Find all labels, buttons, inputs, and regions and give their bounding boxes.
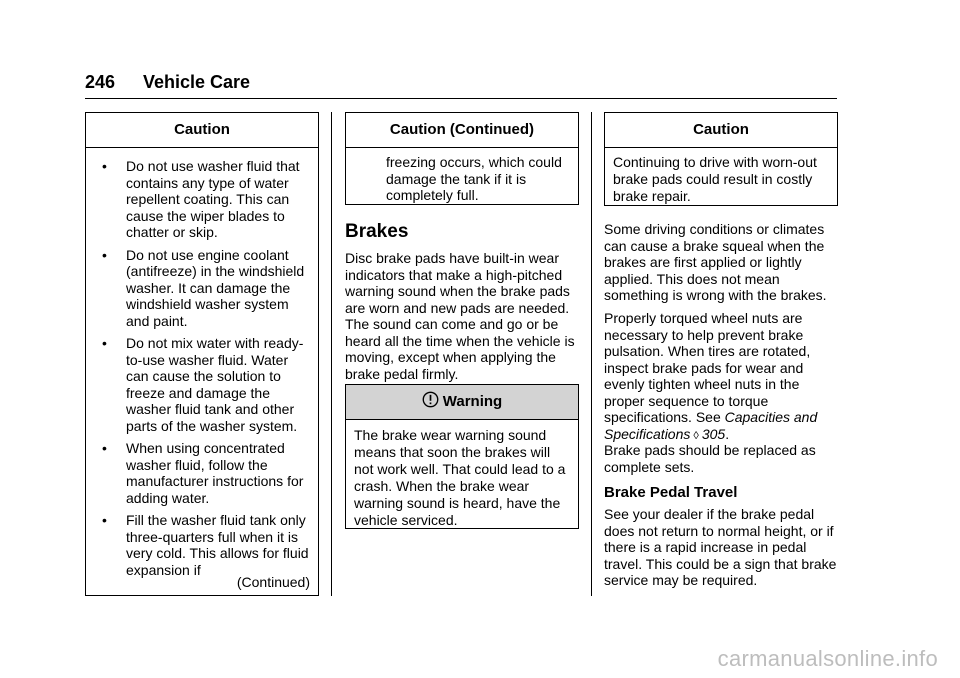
bullet-dot: • (102, 158, 107, 174)
bullet-dot: • (102, 440, 107, 456)
wheel-nuts-paragraph (604, 310, 840, 444)
brakes-paragraph: Disc brake pads have built-in wear indicators that make a high-pitched warning sound when the brake pads are worn and new pads are needed. The sound can come and go or be heard all the time when the vehicle is moving, except when applying the brake pedal firmly. (345, 250, 575, 382)
wheel-nuts-end: . (725, 425, 730, 442)
replace-sets-paragraph: Brake pads should be replaced as complete sets. (604, 442, 816, 475)
continued-label: (Continued) (236, 574, 310, 590)
bullet-text: Do not use engine coolant (antifreeze) in the windshield washer. It can damage the windshield washer system and paint. (126, 246, 305, 329)
column-divider-2 (591, 112, 592, 596)
brake-pedal-heading: Brake Pedal Travel (604, 484, 738, 501)
caution-box-continued (345, 112, 579, 205)
caution-continued-title: Caution (Continued) (346, 113, 578, 148)
warning-title: Warning (442, 393, 503, 410)
warning-text: The brake wear warning sound means that soon the brakes will not work well. That could lead to a crash. When the brake wear warning sound is heard, have the vehicle serviced. (354, 427, 566, 528)
capacities-link[interactable]: Capacities and Specifications (604, 409, 818, 442)
warning-box (345, 384, 579, 529)
caution-bullet (86, 440, 310, 506)
warning-icon (422, 391, 439, 408)
caution-title: Caution (86, 113, 318, 148)
warning-title-bar (346, 385, 578, 420)
page-number: 246 (85, 72, 116, 92)
caution-brake-text: Continuing to drive with worn-out brake pads could result in costly brake repair. (613, 154, 817, 204)
watermark: carmanualsonline.info (717, 646, 938, 671)
bullet-dot: • (102, 246, 107, 263)
caution-bullet (86, 247, 310, 330)
caution-bullet (86, 512, 310, 578)
bullet-text: Do not mix water with ready-to-use washer fluid. Water can cause the solution to freeze and damage the washer fluid tank and other parts of the washer system. (126, 335, 304, 434)
section-title: Vehicle Care (143, 72, 251, 92)
caution-box-washer (85, 112, 319, 596)
page-ref-number[interactable]: 305 (701, 425, 726, 442)
brakes-heading: Brakes (345, 221, 409, 242)
page-header (85, 70, 837, 99)
bullet-text: Do not use washer fluid that contains any type of water repellent coating. This can cause the wiper blades to chatter or skip. (126, 158, 300, 240)
caution-brake-title: Caution (605, 113, 837, 148)
caution-continued-text: freezing occurs, which could damage the tank if it is completely full. (386, 154, 562, 203)
brake-pedal-paragraph: See your dealer if the brake pedal does not return to normal height, or if there is a rapid increase in pedal travel. This could be a sign that brake service may be required. (604, 506, 837, 588)
bullet-text: Fill the washer fluid tank only three-quarters full when it is very cold. This allows for fluid expansion if (126, 512, 309, 578)
column-divider-1 (331, 112, 332, 596)
caution-box-brake-pads (604, 112, 838, 206)
wheel-nuts-text: Properly torqued wheel nuts are necessary to help prevent brake pulsation. When tires are rotated, inspect brake pads for wear and evenly tighten wheel nuts in the proper sequence to torque specifications. See (604, 310, 811, 425)
caution-bullet (86, 335, 310, 434)
squeal-paragraph: Some driving conditions or climates can cause a brake squeal when the brakes are first applied or lightly applied. This does not mean something is wrong with the brakes. (604, 221, 827, 303)
bullet-dot: • (102, 512, 107, 528)
caution-body (86, 148, 318, 578)
bullet-dot: • (102, 335, 107, 351)
caution-bullet (86, 158, 310, 241)
page-ref-icon: ◊ (693, 429, 699, 442)
bullet-text: When using concentrated washer fluid, follow the manufacturer instructions for adding water. (126, 440, 304, 506)
